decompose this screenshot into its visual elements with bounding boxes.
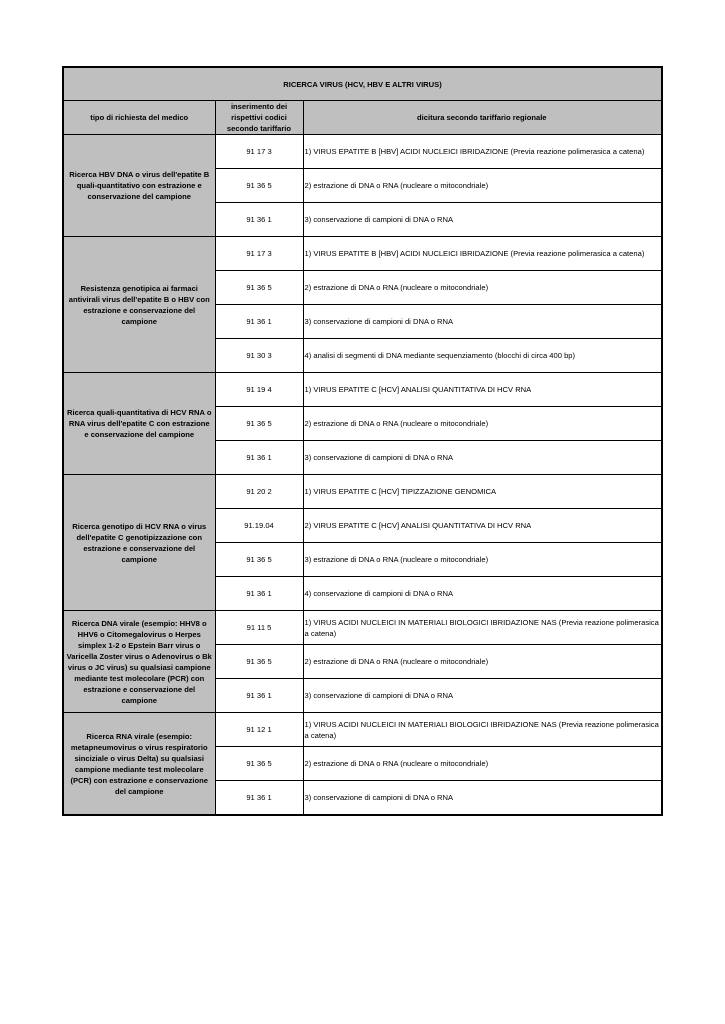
code-cell: 91 12 1 bbox=[215, 713, 303, 747]
code-cell: 91 20 2 bbox=[215, 475, 303, 509]
table-row bbox=[63, 373, 662, 407]
header-codes: inserimento dei rispettivi codici secondo tariffario bbox=[215, 101, 303, 135]
description-cell: 3) estrazione di DNA o RNA (nucleare o mitocondriale) bbox=[303, 543, 662, 577]
code-cell: 91 36 5 bbox=[215, 271, 303, 305]
header-row bbox=[63, 101, 662, 135]
code-cell: 91 36 1 bbox=[215, 305, 303, 339]
description-cell: 3) conservazione di campioni di DNA o RNA bbox=[303, 203, 662, 237]
code-cell: 91 17 3 bbox=[215, 135, 303, 169]
table-row bbox=[63, 713, 662, 747]
description-cell: 1) VIRUS ACIDI NUCLEICI IN MATERIALI BIOLOGICI IBRIDAZIONE NAS (Previa reazione polimerasica a catena) bbox=[303, 713, 662, 747]
code-cell: 91 36 1 bbox=[215, 577, 303, 611]
table-row bbox=[63, 475, 662, 509]
description-cell: 1) VIRUS EPATITE B [HBV] ACIDI NUCLEICI IBRIDAZIONE (Previa reazione polimerasica a catena) bbox=[303, 237, 662, 271]
code-cell: 91 36 5 bbox=[215, 169, 303, 203]
description-cell: 1) VIRUS ACIDI NUCLEICI IN MATERIALI BIOLOGICI IBRIDAZIONE NAS (Previa reazione polimerasica a catena) bbox=[303, 611, 662, 645]
description-cell: 2) VIRUS EPATITE C [HCV] ANALISI QUANTITATIVA DI HCV RNA bbox=[303, 509, 662, 543]
description-cell: 2) estrazione di DNA o RNA (nucleare o mitocondriale) bbox=[303, 169, 662, 203]
description-cell: 1) VIRUS EPATITE C [HCV] ANALISI QUANTITATIVA DI HCV RNA bbox=[303, 373, 662, 407]
header-description: dicitura secondo tariffario regionale bbox=[303, 101, 662, 135]
code-cell: 91 36 1 bbox=[215, 441, 303, 475]
code-cell: 91 30 3 bbox=[215, 339, 303, 373]
request-type-cell: Ricerca HBV DNA o virus dell'epatite B quali-quantitativo con estrazione e conservazione del campione bbox=[63, 135, 215, 237]
request-type-cell: Ricerca quali-quantitativa di HCV RNA o RNA virus dell'epatite C con estrazione e conservazione del campione bbox=[63, 373, 215, 475]
description-cell: 3) conservazione di campioni di DNA o RNA bbox=[303, 679, 662, 713]
description-cell: 1) VIRUS EPATITE B [HBV] ACIDI NUCLEICI IBRIDAZIONE (Previa reazione polimerasica a catena) bbox=[303, 135, 662, 169]
table-row bbox=[63, 237, 662, 271]
code-cell: 91 36 1 bbox=[215, 781, 303, 816]
code-cell: 91 36 1 bbox=[215, 203, 303, 237]
code-cell: 91 36 5 bbox=[215, 645, 303, 679]
code-cell: 91 36 5 bbox=[215, 543, 303, 577]
request-type-cell: Ricerca DNA virale (esempio: HHV8 o HHV6 o Citomegalovirus o Herpes simplex 1-2 o Epstein Barr virus o Varicella Zoster virus o Adenovirus o Bk virus o JC virus) su qualsiasi campione mediante test molecolare (PCR) con estrazione e conservazione del campione bbox=[63, 611, 215, 713]
code-cell: 91 11 5 bbox=[215, 611, 303, 645]
description-cell: 3) conservazione di campioni di DNA o RNA bbox=[303, 781, 662, 816]
code-cell: 91 19 4 bbox=[215, 373, 303, 407]
description-cell: 4) conservazione di campioni di DNA o RNA bbox=[303, 577, 662, 611]
table-body bbox=[63, 67, 662, 815]
description-cell: 1) VIRUS EPATITE C [HCV] TIPIZZAZIONE GENOMICA bbox=[303, 475, 662, 509]
table-row bbox=[63, 135, 662, 169]
request-type-cell: Resistenza genotipica ai farmaci antivirali virus dell'epatite B o HBV con estrazione e conservazione del campione bbox=[63, 237, 215, 373]
virus-tariff-table bbox=[62, 66, 663, 816]
description-cell: 4) analisi di segmenti di DNA mediante sequenziamento (blocchi di circa 400 bp) bbox=[303, 339, 662, 373]
code-cell: 91 36 1 bbox=[215, 679, 303, 713]
code-cell: 91.19.04 bbox=[215, 509, 303, 543]
table-row bbox=[63, 611, 662, 645]
table-title: RICERCA VIRUS (HCV, HBV E ALTRI VIRUS) bbox=[63, 67, 662, 101]
description-cell: 3) conservazione di campioni di DNA o RNA bbox=[303, 441, 662, 475]
description-cell: 2) estrazione di DNA o RNA (nucleare o mitocondriale) bbox=[303, 645, 662, 679]
request-type-cell: Ricerca genotipo di HCV RNA o virus dell'epatite C genotipizzazione con estrazione e conservazione del campione bbox=[63, 475, 215, 611]
code-cell: 91 36 5 bbox=[215, 747, 303, 781]
request-type-cell: Ricerca RNA virale (esempio: metapneumovirus o virus respiratorio sinciziale o virus Delta) su qualsiasi campione mediante test molecolare (PCR) con estrazione e conservazione del campione bbox=[63, 713, 215, 816]
title-row bbox=[63, 67, 662, 101]
description-cell: 2) estrazione di DNA o RNA (nucleare o mitocondriale) bbox=[303, 747, 662, 781]
description-cell: 2) estrazione di DNA o RNA (nucleare o mitocondriale) bbox=[303, 271, 662, 305]
header-request-type: tipo di richiesta del medico bbox=[63, 101, 215, 135]
description-cell: 2) estrazione di DNA o RNA (nucleare o mitocondriale) bbox=[303, 407, 662, 441]
code-cell: 91 36 5 bbox=[215, 407, 303, 441]
description-cell: 3) conservazione di campioni di DNA o RNA bbox=[303, 305, 662, 339]
code-cell: 91 17 3 bbox=[215, 237, 303, 271]
